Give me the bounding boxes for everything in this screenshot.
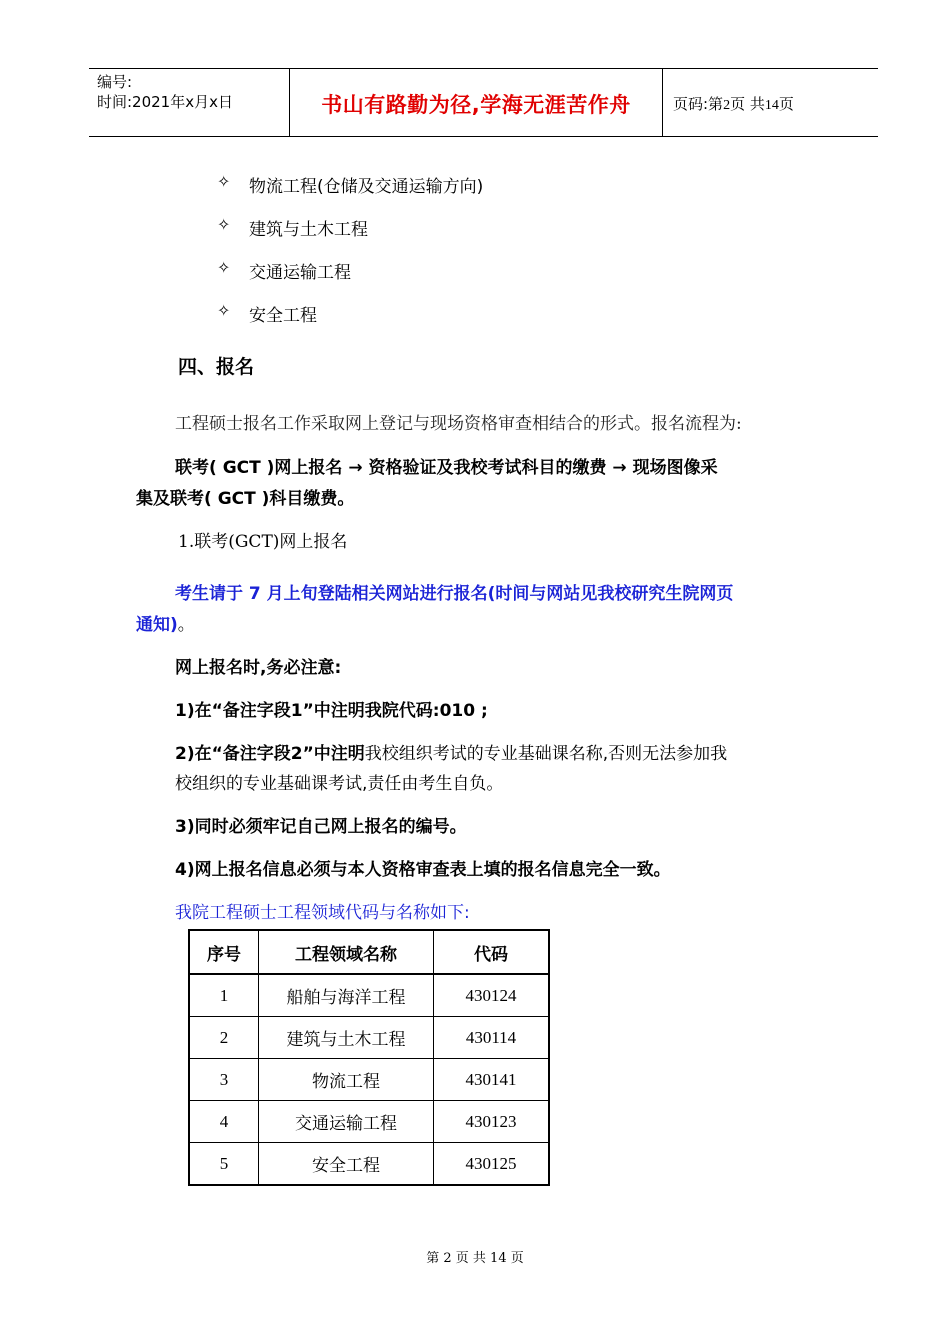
header-divider bbox=[662, 69, 663, 136]
header-meta bbox=[97, 72, 233, 112]
table-row bbox=[189, 1059, 549, 1101]
table-cell: 2 bbox=[189, 1017, 259, 1059]
table-cell: 430124 bbox=[434, 974, 550, 1017]
column-header: 代码 bbox=[434, 930, 550, 974]
page-end: 页 bbox=[778, 95, 794, 113]
notice-line-2-text: 通知) bbox=[136, 615, 178, 635]
note-item-1: 1)在“备注字段1”中注明我院代码:010 ; bbox=[175, 701, 488, 721]
notice-line-2 bbox=[136, 614, 195, 636]
note-item-2-line2: 校组织的专业基础课考试,责任由考生自负。 bbox=[175, 774, 504, 794]
bullet-icon: ✧ bbox=[217, 172, 231, 191]
note-item-2-bold: 2)在“备注字段2”中注明 bbox=[175, 744, 365, 764]
page-label: 页码:第 bbox=[673, 95, 724, 113]
notice-end: 。 bbox=[177, 615, 195, 635]
note-item-4: 4)网上报名信息必须与本人资格审查表上填的报名信息完全一致。 bbox=[175, 860, 671, 880]
table-row bbox=[189, 974, 549, 1017]
table-cell: 430125 bbox=[434, 1143, 550, 1186]
header-motto: 书山有路勤为径,学海无涯苦作舟 bbox=[321, 93, 631, 117]
intro-paragraph: 工程硕士报名工作采取网上登记与现场资格审查相结合的形式。报名流程为: bbox=[175, 414, 742, 434]
note-item-3: 3)同时必须牢记自己网上报名的编号。 bbox=[175, 817, 467, 837]
page-number: 2 bbox=[723, 98, 731, 113]
bullet-icon: ✧ bbox=[217, 301, 231, 320]
table-cell: 5 bbox=[189, 1143, 259, 1186]
header-page-info bbox=[673, 93, 794, 114]
table-cell: 4 bbox=[189, 1101, 259, 1143]
column-header: 工程领域名称 bbox=[259, 930, 434, 974]
note-item-2 bbox=[175, 743, 727, 765]
table-cell: 430114 bbox=[434, 1017, 550, 1059]
table-cell: 物流工程 bbox=[259, 1059, 434, 1101]
table-cell: 船舶与海洋工程 bbox=[259, 974, 434, 1017]
table-row bbox=[189, 1143, 549, 1186]
list-item: 物流工程(仓储及交通运输方向) bbox=[249, 177, 484, 197]
bullet-icon: ✧ bbox=[217, 258, 231, 277]
header-time-label: 时间:2021年x月x日 bbox=[97, 93, 233, 111]
note-item-2-rest: 我校组织考试的专业基础课名称,否则无法参加我 bbox=[364, 744, 728, 764]
table-cell: 1 bbox=[189, 974, 259, 1017]
notice-line-1: 考生请于 7 月上旬登陆相关网站进行报名(时间与网站见我校研究生院网页 bbox=[175, 584, 734, 604]
bullet-icon: ✧ bbox=[217, 215, 231, 234]
sub-heading: 1.联考(GCT)网上报名 bbox=[178, 532, 348, 552]
page-header bbox=[89, 68, 878, 137]
list-item: 建筑与土木工程 bbox=[249, 220, 368, 240]
table-cell: 430123 bbox=[434, 1101, 550, 1143]
page-footer: 第 2 页 共 14 页 bbox=[426, 1251, 524, 1266]
list-item: 安全工程 bbox=[249, 306, 317, 326]
table-cell: 建筑与土木工程 bbox=[259, 1017, 434, 1059]
attention-heading: 网上报名时,务必注意: bbox=[175, 658, 342, 678]
page-total: 14 bbox=[764, 98, 779, 113]
page-mid: 页 共 bbox=[730, 95, 765, 113]
table-row bbox=[189, 1017, 549, 1059]
table-cell: 交通运输工程 bbox=[259, 1101, 434, 1143]
table-header-row bbox=[189, 930, 549, 974]
column-header: 序号 bbox=[189, 930, 259, 974]
flow-line-2: 集及联考( GCT )科目缴费。 bbox=[136, 489, 355, 509]
table-row bbox=[189, 1101, 549, 1143]
table-cell: 430141 bbox=[434, 1059, 550, 1101]
flow-line-1: 联考( GCT )网上报名 → 资格验证及我校考试科目的缴费 → 现场图像采 bbox=[175, 458, 718, 478]
table-caption: 我院工程硕士工程领域代码与名称如下: bbox=[175, 903, 470, 923]
table-cell: 安全工程 bbox=[259, 1143, 434, 1186]
header-number-label: 编号: bbox=[97, 73, 133, 91]
table-cell: 3 bbox=[189, 1059, 259, 1101]
section-heading: 四、报名 bbox=[178, 356, 255, 378]
field-code-table bbox=[188, 929, 550, 1186]
list-item: 交通运输工程 bbox=[249, 263, 351, 283]
